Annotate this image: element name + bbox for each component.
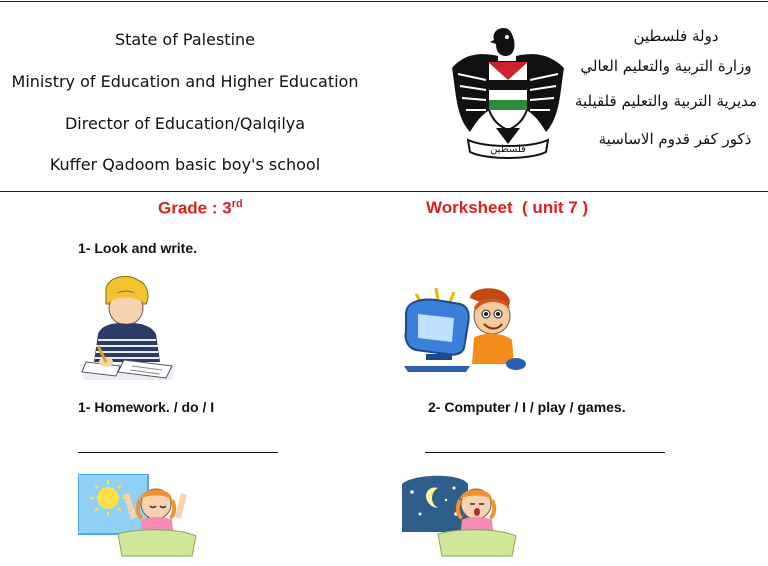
header-ar-school: ذكور كفر قدوم الاساسية (598, 130, 752, 148)
header-line-state: State of Palestine (114, 30, 255, 49)
header-line-ministry: Ministry of Education and Higher Education (11, 72, 359, 91)
header-ar-ministry: وزارة التربية والتعليم العالي (580, 57, 752, 75)
instruction-look-write: 1- Look and write. (78, 240, 198, 256)
header-line-director: Director of Education/Qalqilya (64, 114, 306, 133)
palestine-eagle-emblem-icon (446, 22, 572, 160)
boy-playing-computer-icon (396, 284, 536, 376)
prompt-1: 1- Homework. / do / I (78, 399, 215, 415)
header-bottom-rule (0, 191, 768, 192)
girl-yawning-night-icon (398, 474, 518, 560)
answer-blank-1[interactable] (78, 452, 278, 453)
boy-doing-homework-icon (76, 274, 180, 382)
header-line-school: Kuffer Qadoom basic boy's school (49, 155, 321, 174)
emblem-text: فلسطين (490, 144, 526, 155)
grade-label: Grade : 3 (158, 198, 232, 218)
answer-blank-2[interactable] (425, 452, 665, 453)
grade-suffix: rd (231, 198, 243, 210)
header-ar-state: دولة فلسطين (633, 27, 719, 45)
worksheet-title: Worksheet ( unit 7 ) (426, 198, 589, 217)
header-ar-directorate: مديرية التربية والتعليم قلقيلية (574, 92, 758, 110)
grade-title (158, 198, 243, 219)
prompt-2: 2- Computer / I / play / games. (428, 399, 626, 415)
header-top-rule (0, 1, 768, 2)
girl-waking-up-sun-icon (78, 474, 198, 560)
